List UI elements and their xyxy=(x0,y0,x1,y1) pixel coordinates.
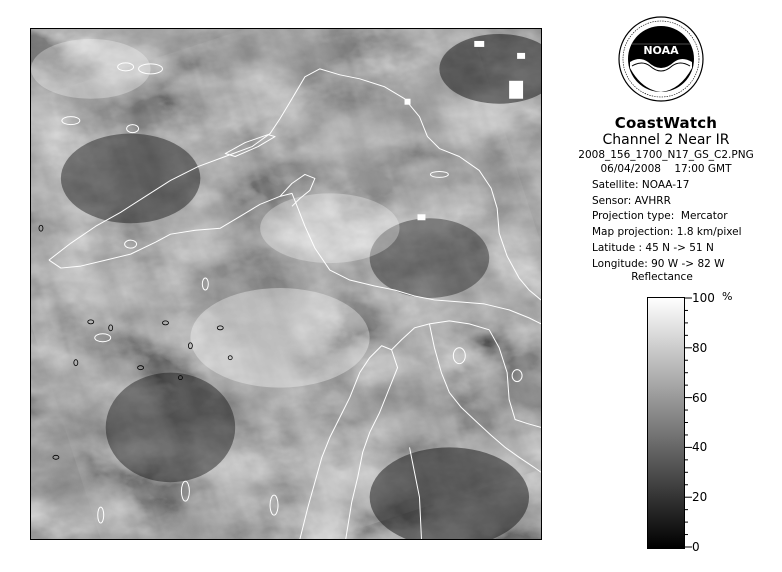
acquisition-datetime: 06/04/2008 17:00 GMT xyxy=(600,163,732,175)
colorbar-ticks xyxy=(684,296,694,550)
info-panel xyxy=(560,114,772,273)
map-projection-label: Map projection: 1.8 km/pixel xyxy=(592,226,742,239)
latitude-label: Latitude : 45 N -> 51 N xyxy=(592,241,714,254)
legend-unit: % xyxy=(722,290,733,303)
tick-label: 40 xyxy=(692,440,708,455)
reflectance-colorbar xyxy=(647,297,685,549)
legend-title: Reflectance xyxy=(631,271,693,283)
brand-title: CoastWatch xyxy=(614,114,718,132)
satellite-label: Satellite: NOAA-17 xyxy=(592,178,690,191)
tick-label: 60 xyxy=(692,390,708,405)
dark-region xyxy=(106,373,235,483)
tick-label: 20 xyxy=(692,490,708,505)
dark-region xyxy=(61,134,200,224)
satellite-image-panel xyxy=(30,28,542,540)
bright-region xyxy=(260,193,399,263)
noaa-emblem-icon xyxy=(618,16,704,102)
projection-type-label: Projection type: Mercator xyxy=(592,210,728,223)
image-filename: 2008_156_1700_N17_GS_C2.PNG xyxy=(578,149,754,161)
channel-label: Channel 2 Near IR xyxy=(602,132,730,148)
longitude-label: Longitude: 90 W -> 82 W xyxy=(592,257,725,270)
tick-label: 0 xyxy=(692,540,700,554)
satellite-image xyxy=(31,29,541,539)
tick-label: 100 xyxy=(692,291,715,305)
tick-label: 80 xyxy=(692,340,708,355)
logo-text: NOAA xyxy=(643,44,679,57)
noaa-logo xyxy=(618,16,704,102)
sensor-label: Sensor: AVHRR xyxy=(592,194,671,207)
bright-region xyxy=(190,288,369,388)
